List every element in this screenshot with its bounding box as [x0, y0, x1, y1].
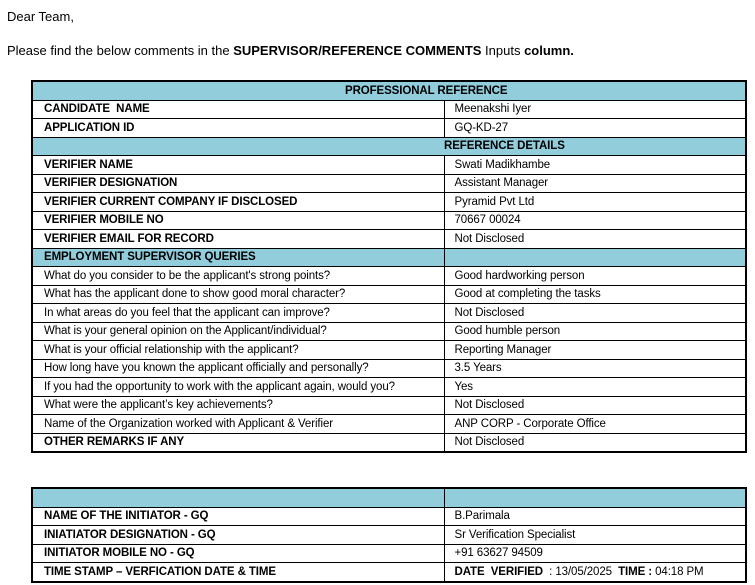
- table-row: [32, 156, 746, 175]
- row-value: Good at completing the tasks: [444, 285, 746, 304]
- section-title-professional-reference: PROFESSIONAL REFERENCE: [32, 81, 746, 100]
- table-row: [32, 193, 746, 212]
- row-label: VERIFIER NAME: [32, 156, 444, 175]
- row-label: VERIFIER EMAIL FOR RECORD: [32, 230, 444, 249]
- row-value: 3.5 Years: [444, 359, 746, 378]
- row-value: Reporting Manager: [444, 341, 746, 360]
- table-row: [32, 304, 746, 323]
- time-value: 04:18 PM: [655, 565, 704, 578]
- row-value: Pyramid Pvt Ltd: [444, 193, 746, 212]
- row-label: VERIFIER MOBILE NO: [32, 211, 444, 230]
- date-verified-label: DATE VERIFIED: [454, 565, 550, 578]
- intro-part: Inputs: [481, 43, 525, 58]
- table-row: [32, 100, 746, 119]
- intro-part-bold: SUPERVISOR/REFERENCE COMMENTS: [233, 43, 482, 58]
- row-value: Assistant Manager: [444, 174, 746, 193]
- initiator-table: [31, 487, 747, 583]
- row-value: Sr Verification Specialist: [444, 526, 746, 545]
- question-label: Name of the Organization worked with Applicant & Verifier: [32, 415, 444, 434]
- table-row: [32, 544, 746, 563]
- timestamp-value: [444, 563, 746, 582]
- date-verified-value: : 13/05/2025: [549, 565, 619, 578]
- time-label: TIME :: [618, 565, 656, 578]
- table-row: [32, 396, 746, 415]
- row-label: INIATIATOR DESIGNATION - GQ: [32, 526, 444, 545]
- section-header-row: [32, 81, 746, 100]
- table-row: [32, 230, 746, 249]
- row-value: Not Disclosed: [444, 433, 746, 452]
- question-label: What is your general opinion on the Applicant/individual?: [32, 322, 444, 341]
- table-row: [32, 359, 746, 378]
- row-value: Swati Madikhambe: [444, 156, 746, 175]
- question-label: What has the applicant done to show good moral character?: [32, 285, 444, 304]
- question-label: What were the applicant’s key achievements?: [32, 396, 444, 415]
- intro-part: Please find the below comments in the: [7, 43, 234, 58]
- timestamp-row: [32, 563, 746, 582]
- section-title-reference-details: REFERENCE DETAILS: [32, 137, 746, 156]
- row-value: Not Disclosed: [444, 304, 746, 323]
- table-row: [32, 341, 746, 360]
- timestamp-label: TIME STAMP – VERFICATION DATE & TIME: [32, 563, 444, 582]
- row-label: NAME OF THE INITIATOR - GQ: [32, 507, 444, 526]
- row-value: Not Disclosed: [444, 396, 746, 415]
- intro-part-bold: column.: [524, 43, 574, 58]
- table-row: [32, 285, 746, 304]
- intro-line: [7, 43, 574, 58]
- blue-spacer-row: [32, 488, 746, 507]
- section-title-employment-supervisor-queries: EMPLOYMENT SUPERVISOR QUERIES: [32, 248, 444, 267]
- row-value: Not Disclosed: [444, 230, 746, 249]
- question-label: How long have you known the applicant officially and personally?: [32, 359, 444, 378]
- section-header-row: [32, 137, 746, 156]
- table-row: [32, 378, 746, 397]
- row-value: GQ-KD-27: [444, 119, 746, 138]
- row-value: +91 63627 94509: [444, 544, 746, 563]
- row-label: VERIFIER CURRENT COMPANY IF DISCLOSED: [32, 193, 444, 212]
- table-row: [32, 526, 746, 545]
- row-value: 70667 00024: [444, 211, 746, 230]
- empty-cell: [444, 488, 746, 507]
- table-row: [32, 211, 746, 230]
- question-label: In what areas do you feel that the applicant can improve?: [32, 304, 444, 323]
- table-row: [32, 507, 746, 526]
- row-value: B.Parimala: [444, 507, 746, 526]
- row-label: INITIATOR MOBILE NO - GQ: [32, 544, 444, 563]
- table-row: [32, 119, 746, 138]
- empty-cell: [32, 488, 444, 507]
- row-value: Good humble person: [444, 322, 746, 341]
- table-row: [32, 174, 746, 193]
- greeting-text: Dear Team,: [7, 9, 74, 24]
- row-value: ANP CORP - Corporate Office: [444, 415, 746, 434]
- row-label: APPLICATION ID: [32, 119, 444, 138]
- row-label: CANDIDATE NAME: [32, 100, 444, 119]
- question-label: If you had the opportunity to work with the applicant again, would you?: [32, 378, 444, 397]
- row-label: OTHER REMARKS IF ANY: [32, 433, 444, 452]
- professional-reference-table: [31, 80, 747, 453]
- row-value: Meenakshi Iyer: [444, 100, 746, 119]
- empty-cell: [444, 248, 746, 267]
- table-row: [32, 322, 746, 341]
- row-value: Yes: [444, 378, 746, 397]
- row-label: VERIFIER DESIGNATION: [32, 174, 444, 193]
- question-label: What do you consider to be the applicant's strong points?: [32, 267, 444, 286]
- section-header-row: [32, 248, 746, 267]
- table-row: [32, 267, 746, 286]
- table-row: [32, 415, 746, 434]
- row-value: Good hardworking person: [444, 267, 746, 286]
- question-label: What is your official relationship with the applicant?: [32, 341, 444, 360]
- table-row: [32, 433, 746, 452]
